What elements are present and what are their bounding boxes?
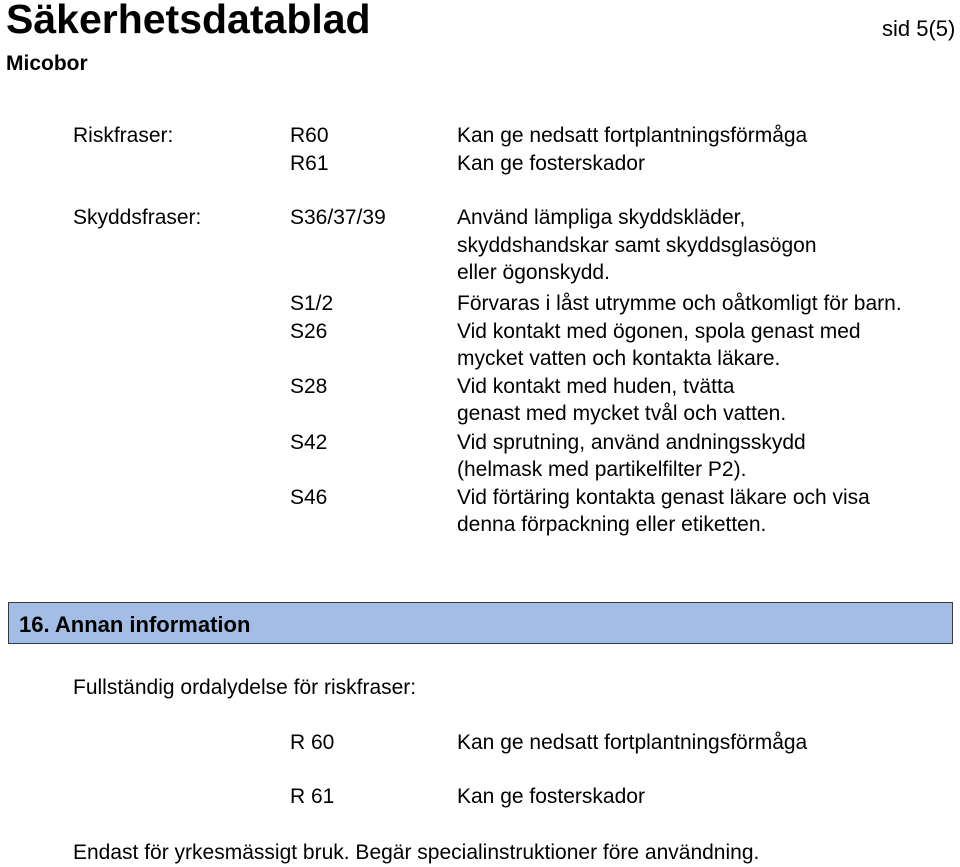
safety-text-line: (helmask med partikelfilter P2). — [457, 458, 747, 481]
safety-code: S26 — [290, 320, 328, 343]
safety-text-line: Vid kontakt med ögonen, spola genast med — [457, 320, 861, 343]
risk-phrases-label: Riskfraser: — [73, 124, 174, 147]
safety-code: S42 — [290, 431, 328, 454]
safety-code: S36/37/39 — [290, 206, 386, 229]
risk-full-text: Kan ge nedsatt fortplantningsförmåga — [457, 731, 808, 754]
safety-code: S28 — [290, 375, 328, 398]
safety-text-line: Vid kontakt med huden, tvätta — [457, 375, 735, 398]
section-16-title: 16. Annan information — [19, 612, 251, 637]
safety-code: S1/2 — [290, 292, 334, 315]
document-title: Säkerhetsdatablad — [6, 0, 371, 42]
safety-text-line: skyddshandskar samt skyddsglasögon — [457, 234, 817, 257]
safety-text-line: genast med mycket tvål och vatten. — [457, 402, 787, 425]
risk-text: Kan ge fosterskador — [457, 152, 645, 175]
footer-note: Endast för yrkesmässigt bruk. Begär specialinstruktioner före användning. — [73, 841, 760, 864]
safety-text-line: Använd lämpliga skyddskläder, — [457, 206, 746, 229]
safety-phrases-label: Skyddsfraser: — [73, 206, 202, 229]
section-16-header — [8, 602, 953, 644]
safety-code: S46 — [290, 486, 328, 509]
safety-text-line: eller ögonskydd. — [457, 261, 610, 284]
page-number: sid 5(5) — [882, 16, 956, 41]
full-text-label: Fullständig ordalydelse för riskfraser: — [73, 676, 417, 699]
risk-code: R61 — [290, 152, 329, 175]
safety-text-line: denna förpackning eller etiketten. — [457, 513, 767, 536]
safety-text-line: Vid förtäring kontakta genast läkare och visa — [457, 486, 870, 509]
risk-full-code: R 60 — [290, 731, 335, 754]
product-name: Micobor — [6, 52, 88, 75]
risk-full-text: Kan ge fosterskador — [457, 785, 645, 808]
risk-code: R60 — [290, 124, 329, 147]
safety-text-line: mycket vatten och kontakta läkare. — [457, 347, 781, 370]
safety-text-line: Vid sprutning, använd andningsskydd — [457, 431, 806, 454]
risk-full-code: R 61 — [290, 785, 335, 808]
risk-text: Kan ge nedsatt fortplantningsförmåga — [457, 124, 808, 147]
safety-text-line: Förvaras i låst utrymme och oåtkomligt för barn. — [457, 292, 902, 315]
